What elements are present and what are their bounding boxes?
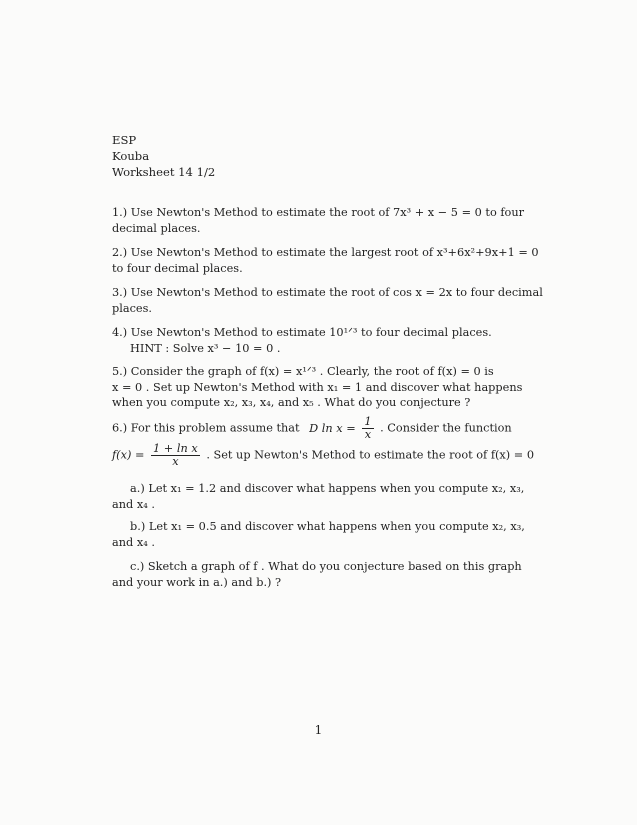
problem-1: [112, 205, 524, 236]
derivative-expression: D ln x =: [309, 421, 356, 435]
function-fraction: [151, 443, 200, 468]
problem-6-line-1: [112, 416, 520, 441]
problem-6c: [112, 559, 520, 590]
problem-3-line-2: places.: [112, 301, 152, 315]
problem-1-line-2: decimal places.: [112, 221, 201, 235]
worksheet-title: Worksheet 14 1/2: [112, 165, 216, 179]
problem-4: [112, 325, 520, 356]
fraction-numerator: 1: [364, 415, 372, 428]
function-numerator: 1 + ln x: [153, 442, 198, 455]
problem-6a-line-1: a.) Let x₁ = 1.2 and discover what happens when you compute x₂, x₃,: [130, 482, 525, 495]
problem-4-hint: HINT : Solve x³ − 10 = 0 .: [130, 341, 281, 355]
problem-6b-line-2: and x₄ .: [112, 535, 155, 549]
problem-1-line-1: 1.) Use Newton's Method to estimate the root of 7x³ + x − 5 = 0 to four: [112, 206, 524, 219]
header-block: [112, 132, 215, 180]
problem-2-line-1: 2.) Use Newton's Method to estimate the largest root of x³+6x²+9x+1 = 0: [112, 246, 539, 259]
function-denominator: x: [172, 455, 179, 468]
problem-6-setup: . Set up Newton's Method to estimate the root of f(x) = 0: [206, 448, 535, 462]
problem-5-line-1: 5.) Consider the graph of f(x) = x¹ᐟ³ . Clearly, the root of f(x) = 0 is: [112, 365, 494, 378]
problem-6-intro: 6.) For this problem assume that: [112, 421, 300, 435]
problem-6b-line-1: b.) Let x₁ = 0.5 and discover what happens when you compute x₂, x₃,: [130, 520, 525, 533]
problem-5-line-2: x = 0 . Set up Newton's Method with x₁ = 1 and discover what happens: [112, 380, 523, 394]
fraction-one-over-x: [362, 416, 373, 441]
problem-6b: [112, 519, 525, 550]
problem-5-line-3: when you compute x₂, x₃, x₄, and x₅ . What do you conjecture ?: [112, 396, 471, 409]
problem-5: [112, 364, 523, 411]
course-label: ESP: [112, 133, 137, 147]
problem-2: [112, 245, 539, 276]
problem-6a: [112, 481, 525, 512]
problem-3: [112, 285, 543, 316]
function-label: f(x) =: [112, 448, 145, 462]
problem-6: [112, 415, 535, 468]
problem-3-line-1: 3.) Use Newton's Method to estimate the root of cos x = 2x to four decimal: [112, 286, 543, 299]
problem-6c-line-1: c.) Sketch a graph of f . What do you conjecture based on this graph: [130, 560, 522, 573]
problem-6c-line-2: and your work in a.) and b.) ?: [112, 575, 282, 589]
problem-2-line-2: to four decimal places.: [112, 261, 243, 275]
problem-6a-line-2: and x₄ .: [112, 497, 155, 511]
problem-4-line-1: 4.) Use Newton's Method to estimate 10¹ᐟ³ to four decimal places.: [112, 326, 492, 339]
instructor-name: Kouba: [112, 149, 150, 163]
fraction-denominator: x: [364, 428, 372, 441]
problem-6-consider: . Consider the function: [380, 421, 512, 435]
page-number: 1: [314, 723, 323, 737]
problem-6-line-2: [112, 442, 535, 468]
